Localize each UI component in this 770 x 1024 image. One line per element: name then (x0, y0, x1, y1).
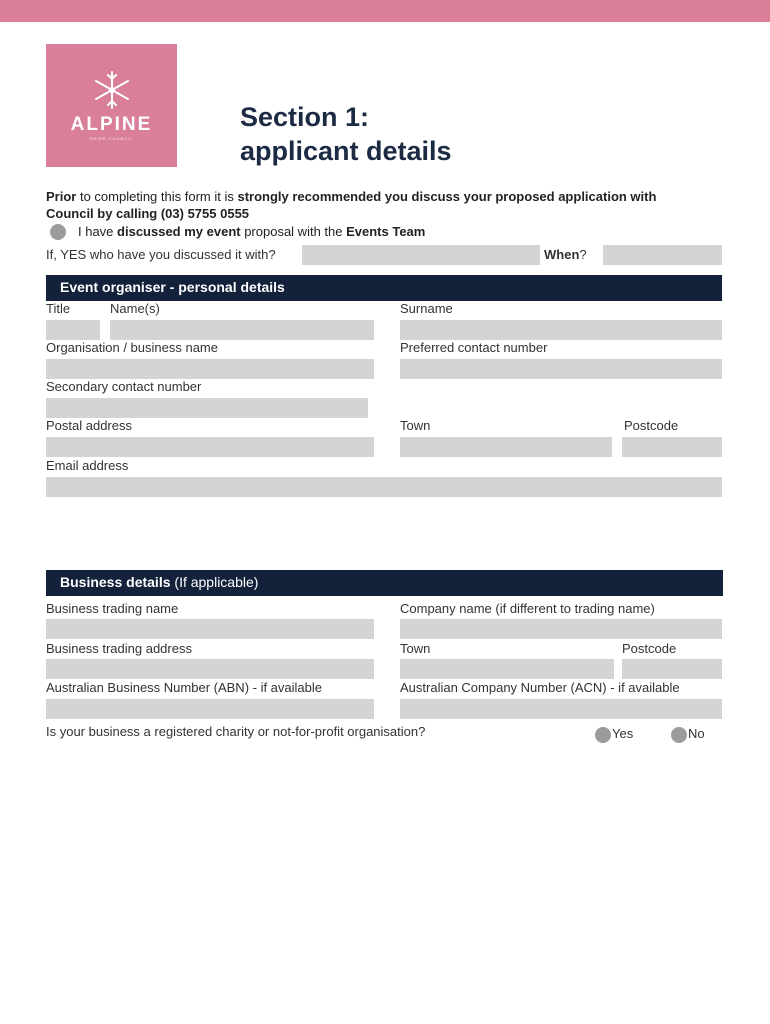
company-name-field[interactable] (400, 619, 722, 639)
when-label-bold: When (544, 247, 580, 262)
discussed-event-checkbox[interactable] (50, 224, 66, 240)
when-field[interactable] (603, 245, 722, 265)
charity-yes-radio[interactable] (595, 727, 611, 743)
organiser-section-heading: Event organiser - personal details (46, 275, 722, 301)
intro-prior: Prior (46, 189, 77, 204)
intro-paragraph (46, 188, 736, 222)
logo-wordmark: ALPINE (70, 114, 153, 135)
charity-no-radio[interactable] (671, 727, 687, 743)
who-discussed-label: If, YES who have you discussed it with? (46, 247, 276, 262)
checkbox-text-bold2: Events Team (346, 224, 426, 239)
names-field[interactable] (110, 320, 374, 340)
trading-name-field[interactable] (46, 619, 374, 639)
email-field[interactable] (46, 477, 722, 497)
secondary-contact-label: Secondary contact number (46, 379, 202, 394)
business-heading-note: If applicable) (179, 574, 259, 590)
business-heading-paren: ( (170, 574, 180, 590)
logo-subtext: SHIRE COUNCIL (89, 136, 134, 141)
council-logo (46, 44, 177, 167)
postal-address-label: Postal address (46, 418, 132, 433)
town-label: Town (400, 418, 431, 433)
postal-address-field[interactable] (46, 437, 374, 457)
business-postcode-label: Postcode (622, 641, 677, 656)
top-accent-bar (0, 0, 770, 22)
surname-label: Surname (400, 301, 453, 316)
intro-bold-phone: Council by calling (03) 5755 0555 (46, 206, 250, 221)
when-label-q: ? (579, 247, 587, 262)
trading-name-label: Business trading name (46, 601, 179, 616)
page-title-line2: applicant details (240, 136, 452, 166)
trading-address-label: Business trading address (46, 641, 192, 656)
trading-address-field[interactable] (46, 659, 374, 679)
company-name-label: Company name (if different to trading name) (400, 601, 655, 616)
surname-field[interactable] (400, 320, 722, 340)
snowflake-icon (92, 70, 132, 110)
charity-yes-label: Yes (612, 726, 634, 741)
who-discussed-field[interactable] (302, 245, 540, 265)
checkbox-text-2: proposal with the (240, 224, 347, 239)
checkbox-text-bold: discussed my event (117, 224, 241, 239)
business-town-field[interactable] (400, 659, 614, 679)
title-label: Title (46, 301, 71, 316)
intro-bold-recommend: strongly recommended you discuss your proposed application with (237, 189, 657, 204)
business-heading-text: Business details (60, 574, 171, 590)
email-label: Email address (46, 458, 129, 473)
abn-field[interactable] (46, 699, 374, 719)
when-label (544, 247, 587, 262)
business-postcode-field[interactable] (622, 659, 722, 679)
acn-field[interactable] (400, 699, 722, 719)
preferred-contact-field[interactable] (400, 359, 722, 379)
intro-text: to completing this form it is (76, 189, 238, 204)
organisation-label: Organisation / business name (46, 340, 218, 355)
names-label: Name(s) (110, 301, 160, 316)
page-title-line1: Section 1: (240, 102, 370, 132)
postcode-field[interactable] (622, 437, 722, 457)
charity-question: Is your business a registered charity or not-for-profit organisation? (46, 724, 426, 739)
preferred-contact-label: Preferred contact number (400, 340, 548, 355)
checkbox-text-1: I have (78, 224, 118, 239)
postcode-label: Postcode (624, 418, 679, 433)
acn-label: Australian Company Number (ACN) - if available (400, 680, 680, 695)
discussed-event-label (78, 223, 425, 240)
town-field[interactable] (400, 437, 612, 457)
business-section-heading (46, 570, 723, 596)
secondary-contact-field[interactable] (46, 398, 368, 418)
business-town-label: Town (400, 641, 431, 656)
abn-label: Australian Business Number (ABN) - if available (46, 680, 322, 695)
charity-no-label: No (688, 726, 705, 741)
organisation-field[interactable] (46, 359, 374, 379)
title-field[interactable] (46, 320, 100, 340)
